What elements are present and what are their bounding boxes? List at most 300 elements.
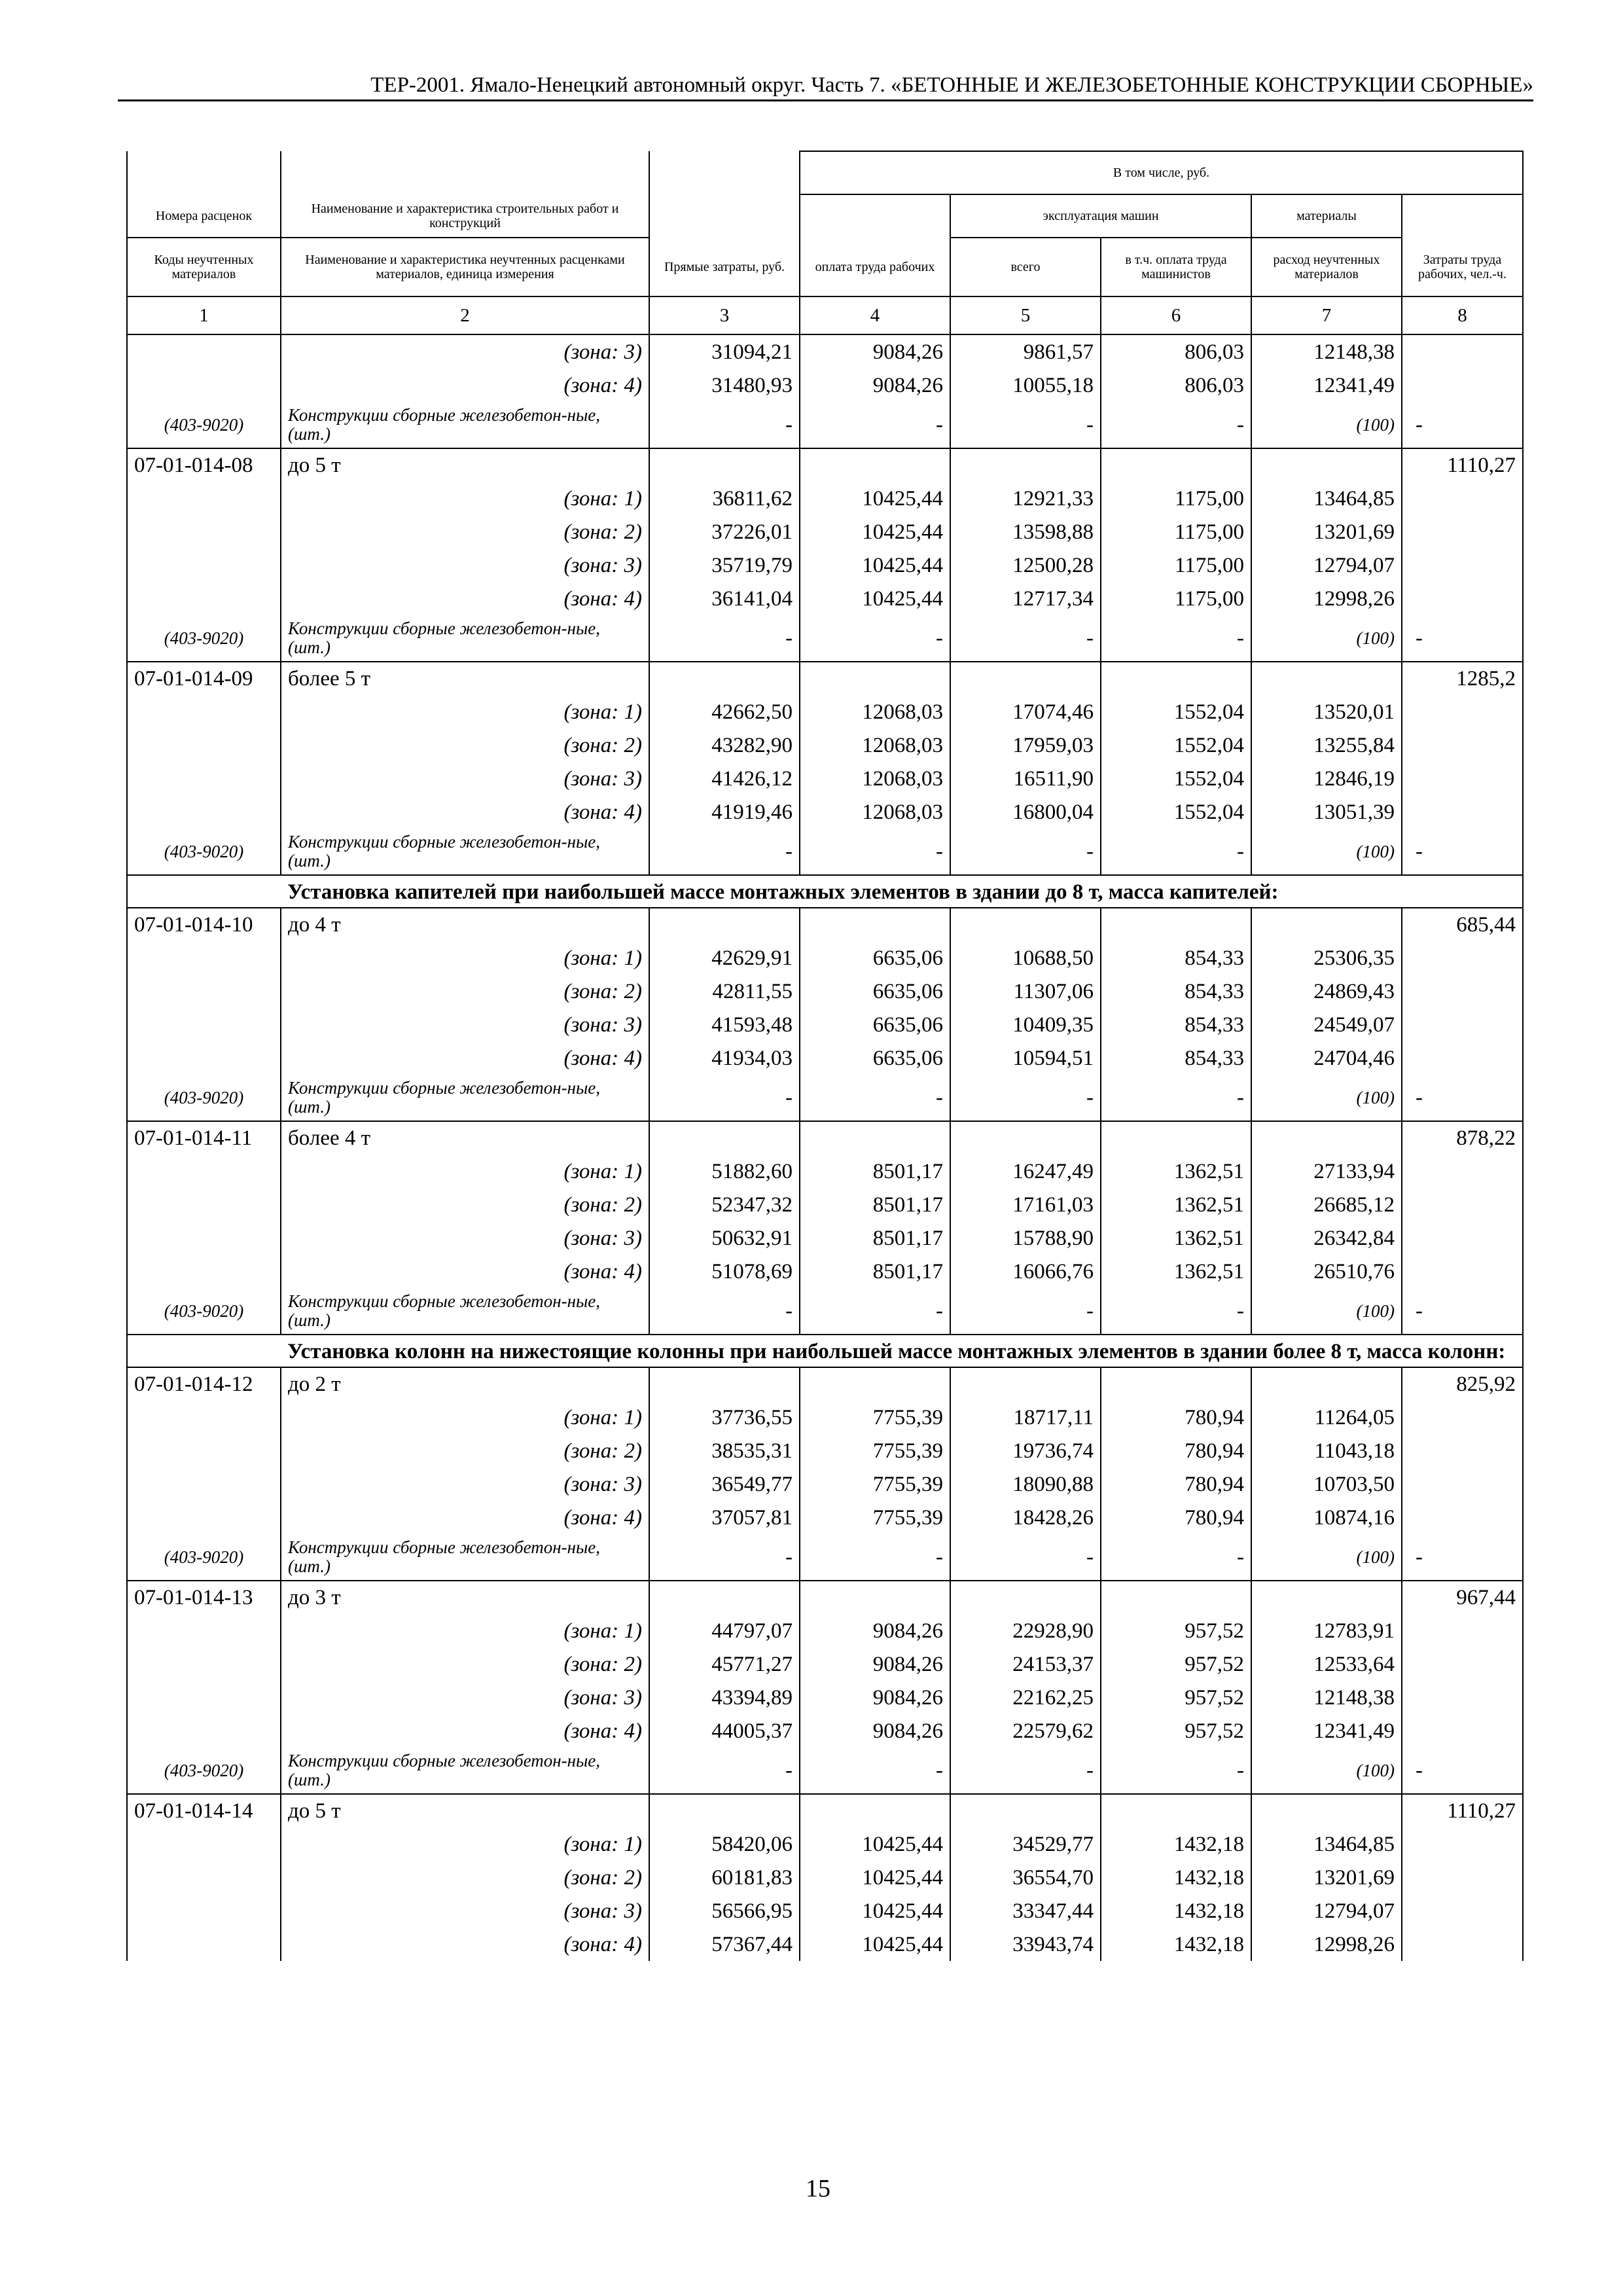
zone-label: (зона: 3) [281, 1467, 649, 1501]
materials-cell: 13520,01 [1251, 695, 1402, 728]
rate-code-row [127, 662, 1523, 695]
rate-name: до 3 т [281, 1581, 649, 1614]
header-machines-total: всего [950, 238, 1101, 296]
material-quantity: (100) [1251, 615, 1402, 662]
zone-row [127, 1647, 1523, 1681]
zone-label: (зона: 4) [281, 1928, 649, 1961]
material-row [127, 1534, 1523, 1581]
wages-cell: 9084,26 [800, 1614, 950, 1647]
machines-total-cell: 22579,62 [950, 1714, 1101, 1748]
labor-cell: 1285,2 [1402, 662, 1523, 695]
materials-cell: 12783,91 [1251, 1614, 1402, 1647]
header-blank [649, 194, 800, 238]
materials-cell: 12794,07 [1251, 1894, 1402, 1928]
zone-label: (зона: 2) [281, 1188, 649, 1221]
rate-name: до 5 т [281, 448, 649, 482]
rate-code-row [127, 448, 1523, 482]
operator-wages-cell: 780,94 [1101, 1434, 1251, 1467]
labor-dash: - [1402, 402, 1523, 448]
material-code: (403-9020) [127, 1075, 281, 1121]
page-number: 15 [806, 2175, 830, 2202]
column-number: 8 [1402, 296, 1523, 334]
machines-total-cell: 10055,18 [950, 368, 1101, 402]
column-number: 6 [1101, 296, 1251, 334]
operator-wages-cell: 1362,51 [1101, 1221, 1251, 1255]
empty-cell [1402, 1614, 1523, 1647]
zone-label: (зона: 2) [281, 1861, 649, 1894]
empty-cell [1402, 582, 1523, 615]
direct-costs-cell: 31480,93 [649, 368, 800, 402]
empty-cell [950, 1367, 1101, 1401]
section-heading-row [127, 1335, 1523, 1367]
machines-total-cell: 19736,74 [950, 1434, 1101, 1467]
wages-cell: 7755,39 [800, 1401, 950, 1434]
column-numbers-row [127, 296, 1523, 334]
machines-total-cell: 10688,50 [950, 941, 1101, 975]
direct-costs-cell: 41426,12 [649, 762, 800, 795]
wages-cell: 9084,26 [800, 1647, 950, 1681]
operator-wages-cell: 1175,00 [1101, 582, 1251, 615]
direct-costs-cell: 43282,90 [649, 728, 800, 762]
materials-cell: 11043,18 [1251, 1434, 1402, 1467]
zone-label: (зона: 2) [281, 1434, 649, 1467]
empty-cell [1251, 1121, 1402, 1155]
machines-total-cell: 10409,35 [950, 1008, 1101, 1041]
zone-label: (зона: 4) [281, 1255, 649, 1288]
zone-row [127, 728, 1523, 762]
materials-cell: 13464,85 [1251, 482, 1402, 515]
empty-cell [127, 1894, 281, 1928]
labor-dash: - [1402, 1748, 1523, 1794]
operator-wages-cell: 1432,18 [1101, 1894, 1251, 1928]
wages-cell: 12068,03 [800, 795, 950, 829]
machines-total-cell: 10594,51 [950, 1041, 1101, 1075]
machines-dash: - [950, 1534, 1101, 1581]
wages-dash: - [800, 1748, 950, 1794]
materials-cell: 10703,50 [1251, 1467, 1402, 1501]
empty-cell [1402, 941, 1523, 975]
material-row [127, 1748, 1523, 1794]
operator-wages-cell: 1432,18 [1101, 1928, 1251, 1961]
machines-dash: - [950, 402, 1101, 448]
wages-cell: 6635,06 [800, 941, 950, 975]
empty-cell [1402, 515, 1523, 548]
zone-label: (зона: 4) [281, 1714, 649, 1748]
empty-cell [649, 1581, 800, 1614]
empty-cell [950, 448, 1101, 482]
empty-cell [1402, 1894, 1523, 1928]
material-code: (403-9020) [127, 615, 281, 662]
empty-cell [1402, 1188, 1523, 1221]
direct-costs-cell: 37226,01 [649, 515, 800, 548]
machines-dash: - [950, 1075, 1101, 1121]
empty-cell [649, 662, 800, 695]
header-including: В том числе, руб. [800, 151, 1523, 194]
operator-wages-cell: 957,52 [1101, 1681, 1251, 1714]
operator-wages-cell: 854,33 [1101, 1008, 1251, 1041]
operator-wages-cell: 957,52 [1101, 1614, 1251, 1647]
machines-dash: - [950, 615, 1101, 662]
machines-total-cell: 16800,04 [950, 795, 1101, 829]
materials-cell: 12533,64 [1251, 1647, 1402, 1681]
materials-cell: 11264,05 [1251, 1401, 1402, 1434]
empty-cell [127, 1647, 281, 1681]
operator-wages-cell: 854,33 [1101, 941, 1251, 975]
material-row [127, 402, 1523, 448]
wages-cell: 10425,44 [800, 1928, 950, 1961]
header-unaccounted-codes: Коды неучтенных материалов [127, 238, 281, 296]
operator-wages-cell: 806,03 [1101, 368, 1251, 402]
empty-cell [127, 1008, 281, 1041]
wages-cell: 7755,39 [800, 1467, 950, 1501]
machines-total-cell: 24153,37 [950, 1647, 1101, 1681]
direct-costs-cell: 31094,21 [649, 334, 800, 368]
materials-cell: 13051,39 [1251, 795, 1402, 829]
direct-costs-cell: 37057,81 [649, 1501, 800, 1534]
wages-dash: - [800, 402, 950, 448]
header-wages: оплата труда рабочих [800, 238, 950, 296]
rate-code-row [127, 1794, 1523, 1827]
machines-total-cell: 18428,26 [950, 1501, 1101, 1534]
wages-cell: 9084,26 [800, 1681, 950, 1714]
empty-cell [1402, 1401, 1523, 1434]
zone-row [127, 1827, 1523, 1861]
operator-wages-cell: 780,94 [1101, 1401, 1251, 1434]
zone-label: (зона: 4) [281, 1041, 649, 1075]
wages-cell: 10425,44 [800, 515, 950, 548]
wages-cell: 7755,39 [800, 1434, 950, 1467]
section-spacer [127, 1335, 281, 1367]
operator-wages-cell: 1362,51 [1101, 1255, 1251, 1288]
operator-wages-cell: 1552,04 [1101, 762, 1251, 795]
empty-cell [950, 1581, 1101, 1614]
empty-cell [1101, 448, 1251, 482]
zone-row [127, 368, 1523, 402]
material-quantity: (100) [1251, 1288, 1402, 1335]
wages-dash: - [800, 1534, 950, 1581]
zone-label: (зона: 3) [281, 1221, 649, 1255]
empty-cell [127, 728, 281, 762]
zone-row [127, 695, 1523, 728]
empty-cell [1101, 908, 1251, 941]
direct-costs-cell: 42662,50 [649, 695, 800, 728]
wages-cell: 10425,44 [800, 1827, 950, 1861]
machines-total-cell: 17959,03 [950, 728, 1101, 762]
material-name: Конструкции сборные железобетон-ные, (шт.) [281, 615, 649, 662]
wages-dash: - [800, 829, 950, 875]
header-unaccounted-names: Наименование и характеристика неучтенных расценками материалов, единица измерения [281, 238, 649, 296]
empty-cell [1402, 334, 1523, 368]
wages-cell: 9084,26 [800, 334, 950, 368]
zone-label: (зона: 2) [281, 975, 649, 1008]
zone-label: (зона: 3) [281, 548, 649, 582]
empty-cell [1402, 1827, 1523, 1861]
direct-costs-cell: 57367,44 [649, 1928, 800, 1961]
direct-costs-cell: 44797,07 [649, 1614, 800, 1647]
direct-costs-dash: - [649, 402, 800, 448]
materials-cell: 26342,84 [1251, 1221, 1402, 1255]
material-name: Конструкции сборные железобетон-ные, (шт.) [281, 829, 649, 875]
materials-cell: 13464,85 [1251, 1827, 1402, 1861]
wages-cell: 10425,44 [800, 1861, 950, 1894]
zone-label: (зона: 1) [281, 482, 649, 515]
machines-total-cell: 16066,76 [950, 1255, 1101, 1288]
material-code: (403-9020) [127, 402, 281, 448]
zone-label: (зона: 4) [281, 582, 649, 615]
materials-cell: 13201,69 [1251, 1861, 1402, 1894]
empty-cell [649, 908, 800, 941]
header-labor: Затраты труда рабочих, чел.-ч. [1402, 238, 1523, 296]
empty-cell [127, 368, 281, 402]
zone-row [127, 1894, 1523, 1928]
material-row [127, 829, 1523, 875]
machines-total-cell: 17074,46 [950, 695, 1101, 728]
empty-cell [127, 1467, 281, 1501]
materials-cell: 25306,35 [1251, 941, 1402, 975]
zone-row [127, 1255, 1523, 1288]
empty-cell [127, 695, 281, 728]
zone-row [127, 975, 1523, 1008]
zone-label: (зона: 3) [281, 1008, 649, 1041]
rate-name: до 2 т [281, 1367, 649, 1401]
operator-wages-cell: 854,33 [1101, 1041, 1251, 1075]
zone-row [127, 1681, 1523, 1714]
empty-cell [649, 448, 800, 482]
operator-wages-cell: 854,33 [1101, 975, 1251, 1008]
empty-cell [1402, 795, 1523, 829]
labor-cell: 825,92 [1402, 1367, 1523, 1401]
machines-dash: - [950, 1288, 1101, 1335]
zone-row [127, 1501, 1523, 1534]
zone-label: (зона: 4) [281, 1501, 649, 1534]
empty-cell [127, 975, 281, 1008]
zone-row [127, 1714, 1523, 1748]
labor-dash: - [1402, 615, 1523, 662]
empty-cell [1402, 368, 1523, 402]
materials-cell: 12341,49 [1251, 368, 1402, 402]
empty-cell [1402, 1647, 1523, 1681]
empty-cell [127, 1827, 281, 1861]
empty-cell [1402, 1501, 1523, 1534]
running-head: ТЕР-2001. Ямало-Ненецкий автономный округ. Часть 7. «БЕТОННЫЕ И ЖЕЛЕЗОБЕТОННЫЕ КОНСТРУКЦИИ СБОРНЫЕ» [118, 71, 1533, 101]
material-row [127, 615, 1523, 662]
direct-costs-cell: 38535,31 [649, 1434, 800, 1467]
zone-row [127, 1188, 1523, 1221]
empty-cell [950, 1121, 1101, 1155]
wages-dash: - [800, 615, 950, 662]
empty-cell [1101, 1581, 1251, 1614]
direct-costs-cell: 52347,32 [649, 1188, 800, 1221]
material-code: (403-9020) [127, 1534, 281, 1581]
materials-cell: 12341,49 [1251, 1714, 1402, 1748]
zone-row [127, 1008, 1523, 1041]
zone-label: (зона: 1) [281, 1401, 649, 1434]
materials-cell: 24704,46 [1251, 1041, 1402, 1075]
machines-dash: - [950, 1748, 1101, 1794]
operator-wages-cell: 957,52 [1101, 1714, 1251, 1748]
empty-cell [800, 908, 950, 941]
empty-cell [1402, 1008, 1523, 1041]
empty-cell [127, 762, 281, 795]
zone-label: (зона: 1) [281, 695, 649, 728]
rate-code: 07-01-014-11 [127, 1121, 281, 1155]
direct-costs-cell: 36141,04 [649, 582, 800, 615]
direct-costs-dash: - [649, 615, 800, 662]
header-blank [800, 194, 950, 238]
materials-cell: 24869,43 [1251, 975, 1402, 1008]
labor-cell: 967,44 [1402, 1581, 1523, 1614]
empty-cell [950, 1794, 1101, 1827]
empty-cell [800, 1367, 950, 1401]
machines-total-cell: 22162,25 [950, 1681, 1101, 1714]
rate-name: более 5 т [281, 662, 649, 695]
direct-costs-dash: - [649, 1748, 800, 1794]
operator-wages-cell: 1552,04 [1101, 795, 1251, 829]
empty-cell [1402, 1467, 1523, 1501]
empty-cell [1251, 1367, 1402, 1401]
operator-wages-cell: 1552,04 [1101, 695, 1251, 728]
machines-total-cell: 22928,90 [950, 1614, 1101, 1647]
rate-code-row [127, 908, 1523, 941]
material-name: Конструкции сборные железобетон-ные, (шт.) [281, 1075, 649, 1121]
header-blank [1402, 194, 1523, 238]
zone-row [127, 1155, 1523, 1188]
column-number: 4 [800, 296, 950, 334]
rate-name: до 5 т [281, 1794, 649, 1827]
header-materials: материалы [1251, 194, 1402, 238]
wages-cell: 10425,44 [800, 1894, 950, 1928]
empty-cell [1251, 908, 1402, 941]
zone-row [127, 1401, 1523, 1434]
header-blank [127, 151, 281, 194]
direct-costs-cell: 51078,69 [649, 1255, 800, 1288]
empty-cell [1251, 448, 1402, 482]
empty-cell [1402, 728, 1523, 762]
operator-wages-cell: 1552,04 [1101, 728, 1251, 762]
section-heading: Установка капителей при наибольшей массе монтажных элементов в здании до 8 т, масса капителей: [281, 875, 1523, 908]
rate-name: более 4 т [281, 1121, 649, 1155]
labor-cell: 1110,27 [1402, 1794, 1523, 1827]
empty-cell [1402, 1155, 1523, 1188]
wages-dash: - [800, 1288, 950, 1335]
wages-cell: 10425,44 [800, 582, 950, 615]
zone-row [127, 1467, 1523, 1501]
direct-costs-dash: - [649, 1075, 800, 1121]
operators-dash: - [1101, 829, 1251, 875]
material-code: (403-9020) [127, 829, 281, 875]
machines-total-cell: 15788,90 [950, 1221, 1101, 1255]
labor-dash: - [1402, 829, 1523, 875]
empty-cell [127, 1501, 281, 1534]
zone-label: (зона: 1) [281, 1827, 649, 1861]
empty-cell [127, 548, 281, 582]
empty-cell [950, 662, 1101, 695]
direct-costs-cell: 56566,95 [649, 1894, 800, 1928]
empty-cell [1402, 548, 1523, 582]
zone-row [127, 1434, 1523, 1467]
zone-row [127, 1614, 1523, 1647]
machines-total-cell: 13598,88 [950, 515, 1101, 548]
wages-cell: 6635,06 [800, 1008, 950, 1041]
machines-dash: - [950, 829, 1101, 875]
empty-cell [127, 1188, 281, 1221]
labor-dash: - [1402, 1075, 1523, 1121]
empty-cell [127, 1614, 281, 1647]
header-operator-wages: в т.ч. оплата труда машинистов [1101, 238, 1251, 296]
empty-cell [127, 1255, 281, 1288]
empty-cell [127, 941, 281, 975]
zone-row [127, 482, 1523, 515]
empty-cell [1402, 1861, 1523, 1894]
zone-row [127, 334, 1523, 368]
empty-cell [1101, 1121, 1251, 1155]
labor-dash: - [1402, 1534, 1523, 1581]
column-number: 2 [281, 296, 649, 334]
rate-code-row [127, 1367, 1523, 1401]
zone-label: (зона: 2) [281, 1647, 649, 1681]
zone-label: (зона: 3) [281, 1681, 649, 1714]
direct-costs-cell: 50632,91 [649, 1221, 800, 1255]
machines-total-cell: 16247,49 [950, 1155, 1101, 1188]
empty-cell [800, 1121, 950, 1155]
direct-costs-cell: 44005,37 [649, 1714, 800, 1748]
material-quantity: (100) [1251, 1075, 1402, 1121]
machines-total-cell: 9861,57 [950, 334, 1101, 368]
rate-code: 07-01-014-09 [127, 662, 281, 695]
operator-wages-cell: 1175,00 [1101, 515, 1251, 548]
empty-cell [127, 1714, 281, 1748]
operator-wages-cell: 1432,18 [1101, 1827, 1251, 1861]
zone-row [127, 1928, 1523, 1961]
empty-cell [127, 482, 281, 515]
wages-cell: 8501,17 [800, 1255, 950, 1288]
wages-cell: 10425,44 [800, 482, 950, 515]
empty-cell [1402, 1041, 1523, 1075]
machines-total-cell: 11307,06 [950, 975, 1101, 1008]
empty-cell [800, 1794, 950, 1827]
rates-table-frame [126, 151, 1522, 1961]
materials-cell: 12148,38 [1251, 1681, 1402, 1714]
machines-total-cell: 36554,70 [950, 1861, 1101, 1894]
material-row [127, 1075, 1523, 1121]
direct-costs-cell: 51882,60 [649, 1155, 800, 1188]
rate-code: 07-01-014-14 [127, 1794, 281, 1827]
operator-wages-cell: 806,03 [1101, 334, 1251, 368]
header-direct-costs: Прямые затраты, руб. [649, 238, 800, 296]
direct-costs-dash: - [649, 1534, 800, 1581]
zone-label: (зона: 2) [281, 728, 649, 762]
header-materials-consumption: расход неучтенных материалов [1251, 238, 1402, 296]
column-number: 3 [649, 296, 800, 334]
zone-label: (зона: 3) [281, 1894, 649, 1928]
labor-cell: 1110,27 [1402, 448, 1523, 482]
material-code: (403-9020) [127, 1748, 281, 1794]
empty-cell [127, 795, 281, 829]
wages-cell: 6635,06 [800, 1041, 950, 1075]
zone-label: (зона: 1) [281, 1155, 649, 1188]
machines-total-cell: 12921,33 [950, 482, 1101, 515]
empty-cell [127, 334, 281, 368]
empty-cell [127, 1401, 281, 1434]
material-quantity: (100) [1251, 829, 1402, 875]
zone-label: (зона: 1) [281, 941, 649, 975]
materials-cell: 12998,26 [1251, 1928, 1402, 1961]
empty-cell [649, 1121, 800, 1155]
column-number: 1 [127, 296, 281, 334]
rate-code: 07-01-014-12 [127, 1367, 281, 1401]
column-number: 5 [950, 296, 1101, 334]
zone-row [127, 515, 1523, 548]
